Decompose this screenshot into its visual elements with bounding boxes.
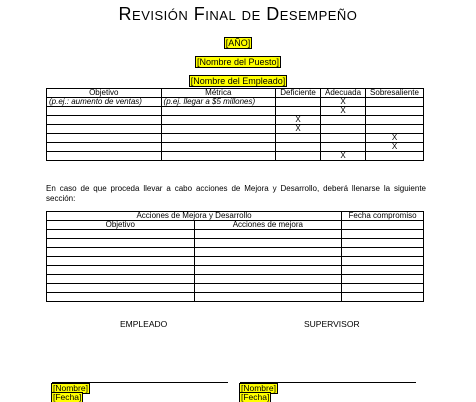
header-acciones: Acciones de mejora — [194, 221, 342, 230]
supervisor-label: SUPERVISOR — [304, 319, 360, 329]
cell-objetivo[interactable] — [47, 239, 195, 248]
year-row — [0, 33, 476, 51]
cell-adecuada[interactable]: X — [321, 152, 366, 161]
improvement-table — [46, 211, 424, 302]
cell-fecha[interactable] — [342, 248, 424, 257]
cell-objetivo[interactable] — [47, 134, 162, 143]
header-fecha-blank — [342, 221, 424, 230]
cell-objetivo[interactable] — [47, 266, 195, 275]
cell-objetivo[interactable] — [47, 230, 195, 239]
cell-objetivo[interactable]: (p.ej.: aumento de ventas) — [47, 98, 162, 107]
cell-objetivo[interactable] — [47, 275, 195, 284]
document-title: Revisión Final de Desempeño — [118, 4, 358, 24]
evaluation-row — [47, 143, 424, 152]
evaluation-row — [47, 125, 424, 134]
cell-acciones[interactable] — [194, 239, 342, 248]
header-metrica: Métrica — [161, 89, 276, 98]
cell-metrica[interactable] — [161, 125, 276, 134]
cell-fecha[interactable] — [342, 266, 424, 275]
cell-fecha[interactable] — [342, 275, 424, 284]
cell-adecuada[interactable] — [321, 134, 366, 143]
cell-objetivo[interactable] — [47, 107, 162, 116]
header-objetivo: Objetivo — [47, 89, 162, 98]
header-objetivo-2: Objetivo — [47, 221, 195, 230]
improvement-row — [47, 275, 424, 284]
cell-adecuada[interactable]: X — [321, 98, 366, 107]
cell-objetivo[interactable] — [47, 116, 162, 125]
cell-acciones[interactable] — [194, 293, 342, 302]
improvement-row — [47, 293, 424, 302]
cell-deficiente[interactable] — [276, 98, 321, 107]
cell-metrica[interactable] — [161, 116, 276, 125]
employee-date-field[interactable]: [Fecha] — [53, 392, 82, 402]
cell-metrica[interactable] — [161, 107, 276, 116]
cell-objetivo[interactable] — [47, 143, 162, 152]
employee-placeholder[interactable]: [Nombre del Empleado] — [190, 76, 286, 86]
position-placeholder[interactable]: [Nombre del Puesto] — [196, 57, 280, 67]
header-deficiente: Deficiente — [276, 89, 321, 98]
improvement-row — [47, 230, 424, 239]
cell-metrica[interactable] — [161, 152, 276, 161]
cell-deficiente[interactable] — [276, 152, 321, 161]
cell-adecuada[interactable]: X — [321, 107, 366, 116]
improvement-row — [47, 257, 424, 266]
cell-deficiente[interactable] — [276, 134, 321, 143]
improvement-row — [47, 248, 424, 257]
employee-label: EMPLEADO — [120, 319, 168, 329]
cell-metrica[interactable] — [161, 143, 276, 152]
improvement-row — [47, 284, 424, 293]
cell-fecha[interactable] — [342, 293, 424, 302]
header-fecha-compromiso: Fecha compromiso — [342, 212, 424, 221]
position-row — [0, 52, 476, 70]
cell-acciones[interactable] — [194, 275, 342, 284]
cell-deficiente[interactable] — [276, 143, 321, 152]
employee-row — [0, 71, 476, 89]
header-acciones-mejora: Acciones de Mejora y Desarrollo — [47, 212, 342, 221]
cell-fecha[interactable] — [342, 257, 424, 266]
cell-deficiente[interactable]: X — [276, 125, 321, 134]
cell-sobresaliente[interactable] — [366, 98, 424, 107]
cell-acciones[interactable] — [194, 230, 342, 239]
improvement-subheader-row — [47, 221, 424, 230]
employee-name-field[interactable]: [Nombre] — [53, 383, 88, 393]
cell-sobresaliente[interactable] — [366, 152, 424, 161]
evaluation-row — [47, 98, 424, 107]
header-adecuada: Adecuada — [321, 89, 366, 98]
improvement-row — [47, 266, 424, 275]
cell-adecuada[interactable] — [321, 116, 366, 125]
cell-objetivo[interactable] — [47, 257, 195, 266]
cell-acciones[interactable] — [194, 266, 342, 275]
cell-acciones[interactable] — [194, 248, 342, 257]
cell-objetivo[interactable] — [47, 248, 195, 257]
cell-objetivo[interactable] — [47, 284, 195, 293]
cell-metrica[interactable]: (p.ej. llegar a $5 millones) — [161, 98, 276, 107]
evaluation-row — [47, 107, 424, 116]
cell-fecha[interactable] — [342, 239, 424, 248]
cell-adecuada[interactable] — [321, 125, 366, 134]
evaluation-row — [47, 134, 424, 143]
cell-sobresaliente[interactable] — [366, 116, 424, 125]
cell-sobresaliente[interactable]: X — [366, 134, 424, 143]
supervisor-name-field[interactable]: [Nombre] — [241, 383, 276, 393]
cell-acciones[interactable] — [194, 284, 342, 293]
evaluation-table — [46, 88, 424, 161]
cell-fecha[interactable] — [342, 230, 424, 239]
supervisor-date-field[interactable]: [Fecha] — [241, 392, 270, 402]
cell-objetivo[interactable] — [47, 152, 162, 161]
instructions-text: En caso de que proceda llevar a cabo acciones de Mejora y Desarrollo, deberá llenarse la siguiente sección: — [46, 184, 426, 203]
evaluation-row — [47, 152, 424, 161]
improvement-row — [47, 239, 424, 248]
cell-sobresaliente[interactable] — [366, 107, 424, 116]
cell-metrica[interactable] — [161, 134, 276, 143]
cell-objetivo[interactable] — [47, 125, 162, 134]
year-placeholder[interactable]: [AÑO] — [225, 38, 251, 48]
cell-fecha[interactable] — [342, 284, 424, 293]
cell-deficiente[interactable]: X — [276, 116, 321, 125]
cell-sobresaliente[interactable]: X — [366, 143, 424, 152]
evaluation-row — [47, 116, 424, 125]
cell-objetivo[interactable] — [47, 293, 195, 302]
cell-acciones[interactable] — [194, 257, 342, 266]
header-sobresaliente: Sobresaliente — [366, 89, 424, 98]
